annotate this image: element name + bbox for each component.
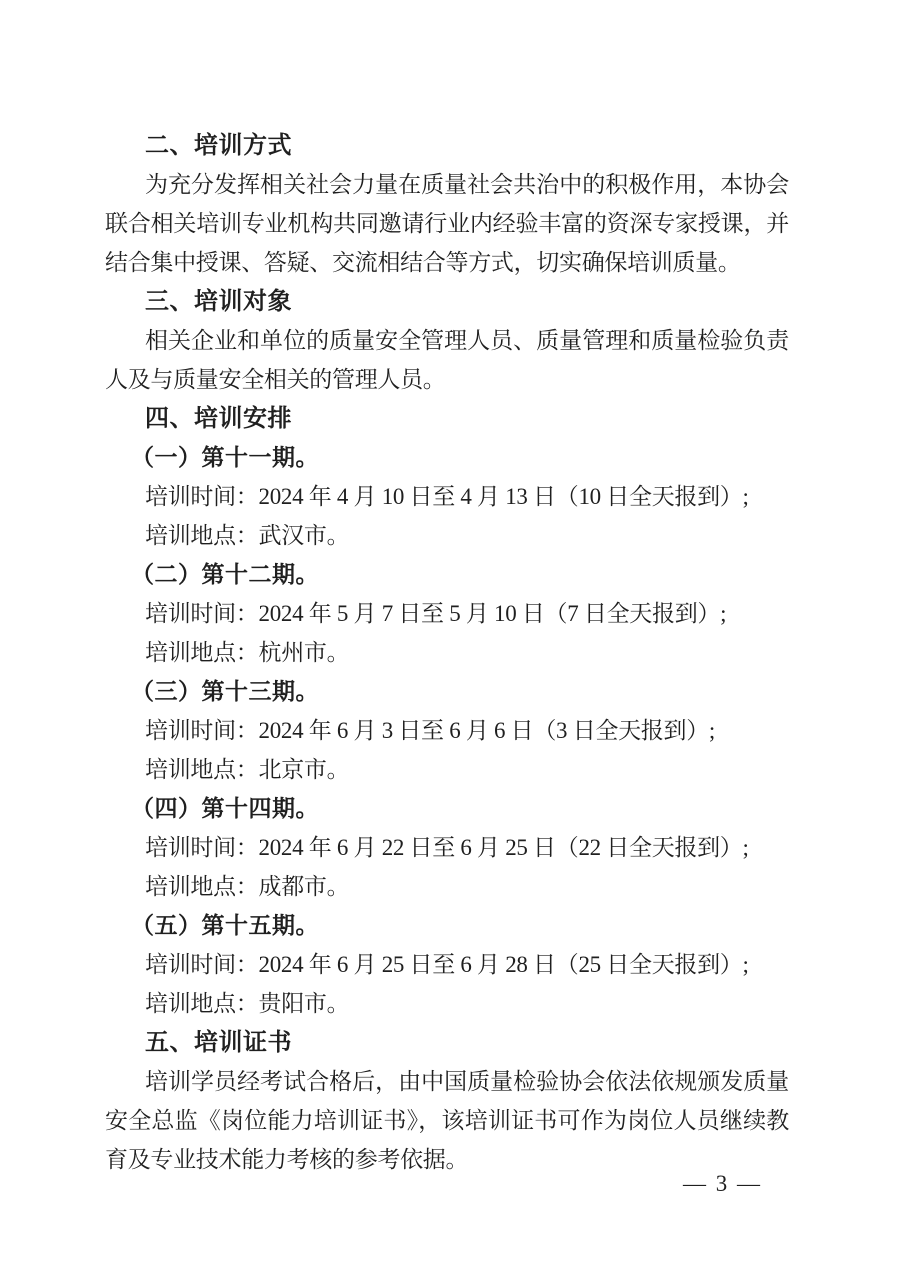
session-time-14: 培训时间：2024 年 6 月 22 日至 6 月 25 日（22 日全天报到）;: [145, 835, 749, 860]
document-body: [105, 126, 789, 1179]
session-title-11: （一）第十一期。: [131, 445, 319, 470]
session-title-14: （四）第十四期。: [131, 796, 319, 821]
session-time-11: 培训时间：2024 年 4 月 10 日至 4 月 13 日（10 日全天报到）;: [145, 484, 749, 509]
session-location-11: 培训地点：武汉市。: [145, 523, 350, 548]
session-time-15: 培训时间：2024 年 6 月 25 日至 6 月 28 日（25 日全天报到）;: [145, 952, 749, 977]
section-heading-training-method: 二、培训方式: [145, 132, 292, 159]
paragraph-training-certificate: 培训学员经考试合格后，由中国质量检验协会依法依规颁发质量安全总监《岗位能力培训证书》，该培训证书可作为岗位人员继续教育及专业技术能力考核的参考依据。: [105, 1069, 789, 1172]
session-location-13: 培训地点：北京市。: [145, 757, 350, 782]
session-location-15: 培训地点：贵阳市。: [145, 991, 350, 1016]
section-heading-training-schedule: 四、培训安排: [145, 405, 292, 432]
section-heading-training-certificate: 五、培训证书: [145, 1029, 292, 1056]
session-time-12: 培训时间：2024 年 5 月 7 日至 5 月 10 日（7 日全天报到）;: [145, 601, 727, 626]
section-heading-training-audience: 三、培训对象: [145, 288, 292, 315]
session-time-13: 培训时间：2024 年 6 月 3 日至 6 月 6 日（3 日全天报到）;: [145, 718, 715, 743]
session-location-14: 培训地点：成都市。: [145, 874, 350, 899]
paragraph-training-audience: 相关企业和单位的质量安全管理人员、质量管理和质量检验负责人及与质量安全相关的管理人员。: [105, 328, 789, 392]
session-title-15: （五）第十五期。: [131, 913, 319, 938]
page-number: — 3 —: [683, 1171, 762, 1196]
session-title-13: （三）第十三期。: [131, 679, 319, 704]
session-location-12: 培训地点：杭州市。: [145, 640, 350, 665]
session-title-12: （二）第十二期。: [131, 562, 319, 587]
paragraph-training-method: 为充分发挥相关社会力量在质量社会共治中的积极作用，本协会联合相关培训专业机构共同邀请行业内经验丰富的资深专家授课，并结合集中授课、答疑、交流相结合等方式，切实确保培训质量。: [105, 172, 789, 275]
